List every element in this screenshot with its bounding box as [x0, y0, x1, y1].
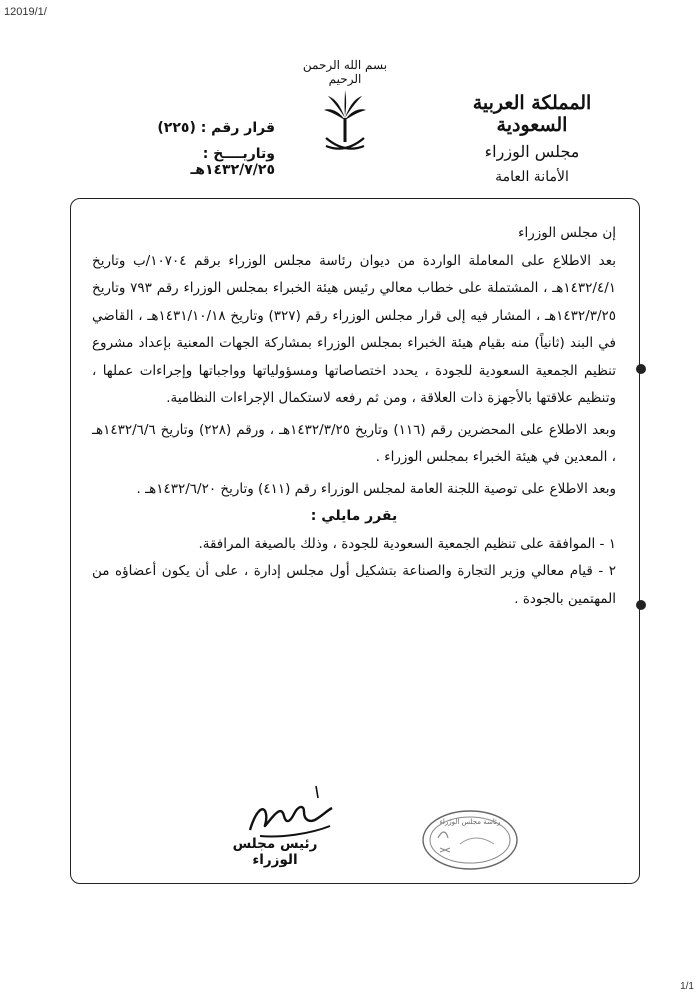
kingdom-name: المملكة العربية السعودية: [472, 92, 592, 136]
decision-date: وتاريــــخ : ١٤٣٢/٧/٢٥هـ: [190, 146, 275, 178]
hole-punch-mark: [636, 364, 646, 374]
page-id-label: 12019/1/: [4, 6, 47, 18]
council-name: مجلس الوزراء: [484, 142, 580, 161]
decision-body: [92, 220, 616, 613]
decision-info: [145, 120, 275, 188]
item-2: ٢ - قيام معالي وزير التجارة والصناعة بتشكيل أول مجلس إدارة ، على أن يكون أعضاؤه من المهتمين بالجودة .: [92, 563, 616, 607]
hole-punch-mark: [636, 600, 646, 610]
official-seal: [420, 808, 520, 872]
page-count: 1/1: [680, 981, 694, 992]
paragraph-3: وبعد الاطلاع على توصية اللجنة العامة لمجلس الوزراء رقم (٤١١) وتاريخ ١٤٣٢/٦/٢٠هـ .: [136, 480, 616, 497]
decides-heading: يقرر مايلي :: [310, 508, 398, 524]
basmala: بسم الله الرحمن الرحيم: [302, 58, 388, 86]
secretariat-name: الأمانة العامة: [495, 169, 569, 185]
paragraph-1: بعد الاطلاع على المعاملة الواردة من ديوان رئاسة مجلس الوزراء برقم ١٠٧٠٤/ب وتاريخ ١٤٣٢/٤/١هـ ، المشتملة على خطاب معالي رئيس هيئة الخبراء بمجلس الوزراء رقم ٧٩٣ وتاريخ ١٤٣٢/٣/٢٥هـ ، المشار فيه إلى قرار مجلس الوزراء رقم (٣٢٧) وتاريخ ١٤٣١/١٠/١٨هـ ، القاضي في البند (ثانياً) منه بقيام هيئة الخبراء بمجلس الوزراء بمشاركة الجهات المعنية بإعداد مشروع تنظيم الجمعية السعودية للجودة ، يحدد اختصاصاتها ومسؤولياتها وواجباتها وإجراءات عملها ، وتنظيم علاقتها بالأجهزة ذات العلاقة ، ومن ثم رفعه لاستكمال الإجراءات النظامية.: [92, 252, 616, 406]
signatory-title: رئيس مجلس الوزراء: [232, 836, 318, 868]
paragraph-2: وبعد الاطلاع على المحضرين رقم (١١٦) وتاريخ ١٤٣٢/٣/٢٥هـ ، ورقم (٢٢٨) وتاريخ ١٤٣٢/٦/٦هـ ، المعدين في هيئة الخبراء بمجلس الوزراء .: [92, 421, 616, 465]
seal-text: رئاسة مجلس الوزراء: [439, 818, 501, 826]
decision-number: قرار رقم : (٢٢٥): [157, 120, 275, 136]
opening-line: إن مجلس الوزراء: [518, 225, 616, 241]
letterhead: [462, 92, 602, 185]
saudi-emblem-icon: [322, 90, 368, 158]
item-1: ١ - الموافقة على تنظيم الجمعية السعودية للجودة ، وذلك بالصيغة المرافقة.: [198, 535, 616, 552]
